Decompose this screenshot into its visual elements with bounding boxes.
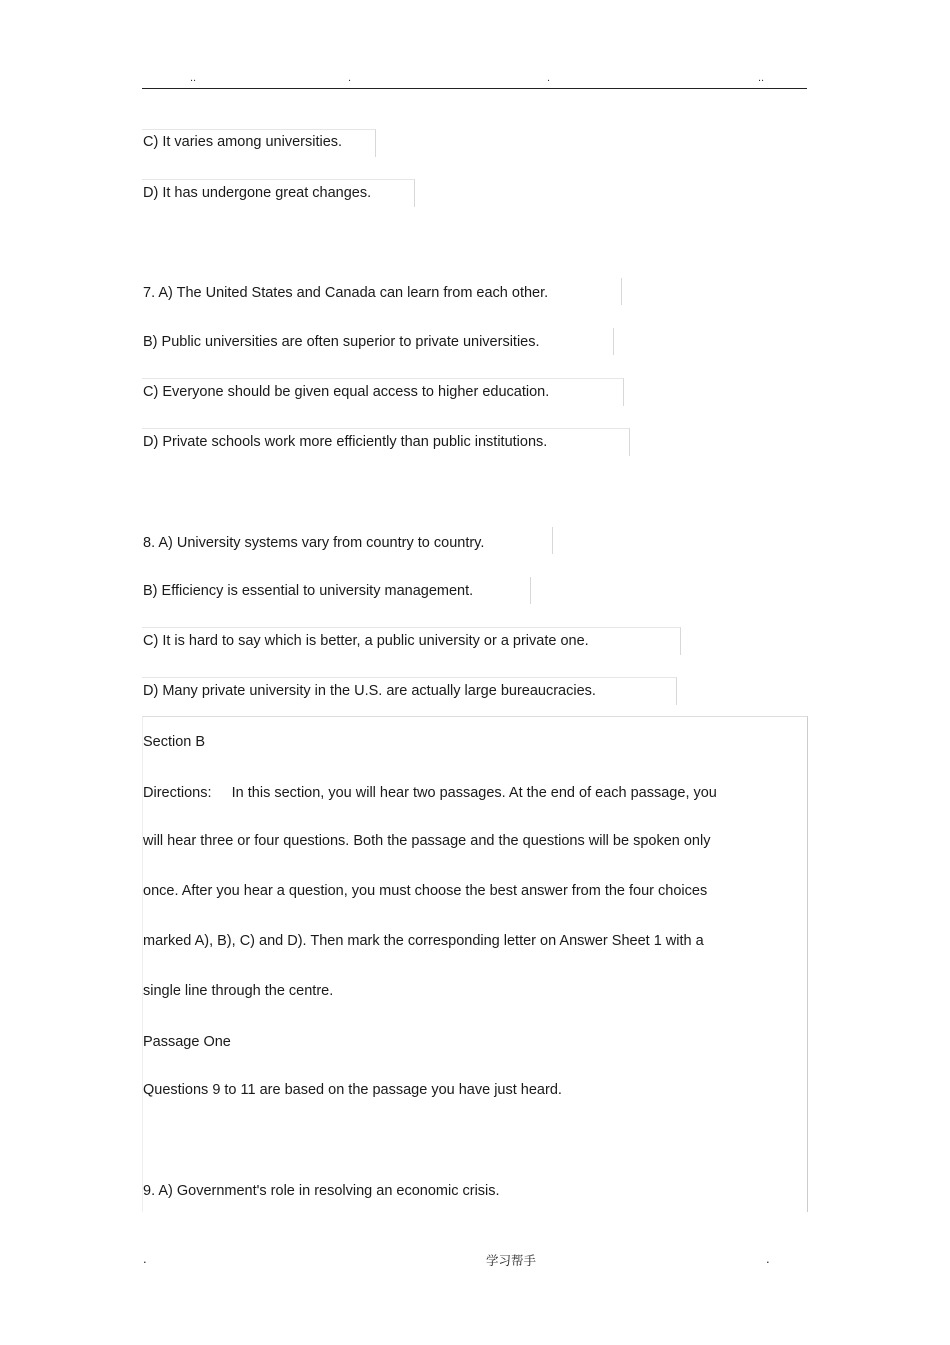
footer-center-text: 学习帮手 — [486, 1253, 537, 1268]
section-title: Section B — [143, 734, 206, 750]
passage-instruction: Questions 9 to 11 are based on the passage you have just heard. — [143, 1082, 562, 1098]
option-text: C) It varies among universities. — [143, 134, 343, 150]
header-mark: .. — [190, 72, 197, 84]
question-7-option-a: 7. A) The United States and Canada can learn from each other. — [143, 285, 549, 301]
question-8-option-d: D) Many private university in the U.S. are actually large bureaucracies. — [143, 683, 596, 699]
header-rule — [142, 88, 807, 89]
question-7-option-c: C) Everyone should be given equal access to higher education. — [143, 384, 550, 400]
question-8-option-a: 8. A) University systems vary from country to country. — [143, 535, 485, 551]
option-text: D) It has undergone great changes. — [143, 185, 372, 201]
header-mark: . — [547, 72, 551, 84]
question-8-option-c: C) It is hard to say which is better, a public university or a private one. — [143, 633, 589, 649]
directions-line: Directions: In this section, you will hear two passages. At the end of each passage, you — [143, 785, 717, 801]
directions-line: single line through the centre. — [143, 983, 334, 999]
footer-left-mark: . — [143, 1251, 147, 1266]
question-7-option-d: D) Private schools work more efficiently than public institutions. — [143, 434, 548, 450]
passage-title: Passage One — [143, 1034, 231, 1050]
question-7-option-b: B) Public universities are often superior to private universities. — [143, 334, 540, 350]
question-9-option-a: 9. A) Government's role in resolving an economic crisis. — [143, 1183, 500, 1199]
directions-line: will hear three or four questions. Both the passage and the questions will be spoken only — [143, 833, 711, 849]
header-mark: .. — [758, 72, 765, 84]
header-mark: . — [348, 72, 352, 84]
directions-line: once. After you hear a question, you must choose the best answer from the four choices — [143, 883, 708, 899]
footer-right-mark: . — [766, 1251, 770, 1266]
question-8-option-b: B) Efficiency is essential to university management. — [143, 583, 474, 599]
directions-line: marked A), B), C) and D). Then mark the corresponding letter on Answer Sheet 1 with a — [143, 933, 704, 949]
